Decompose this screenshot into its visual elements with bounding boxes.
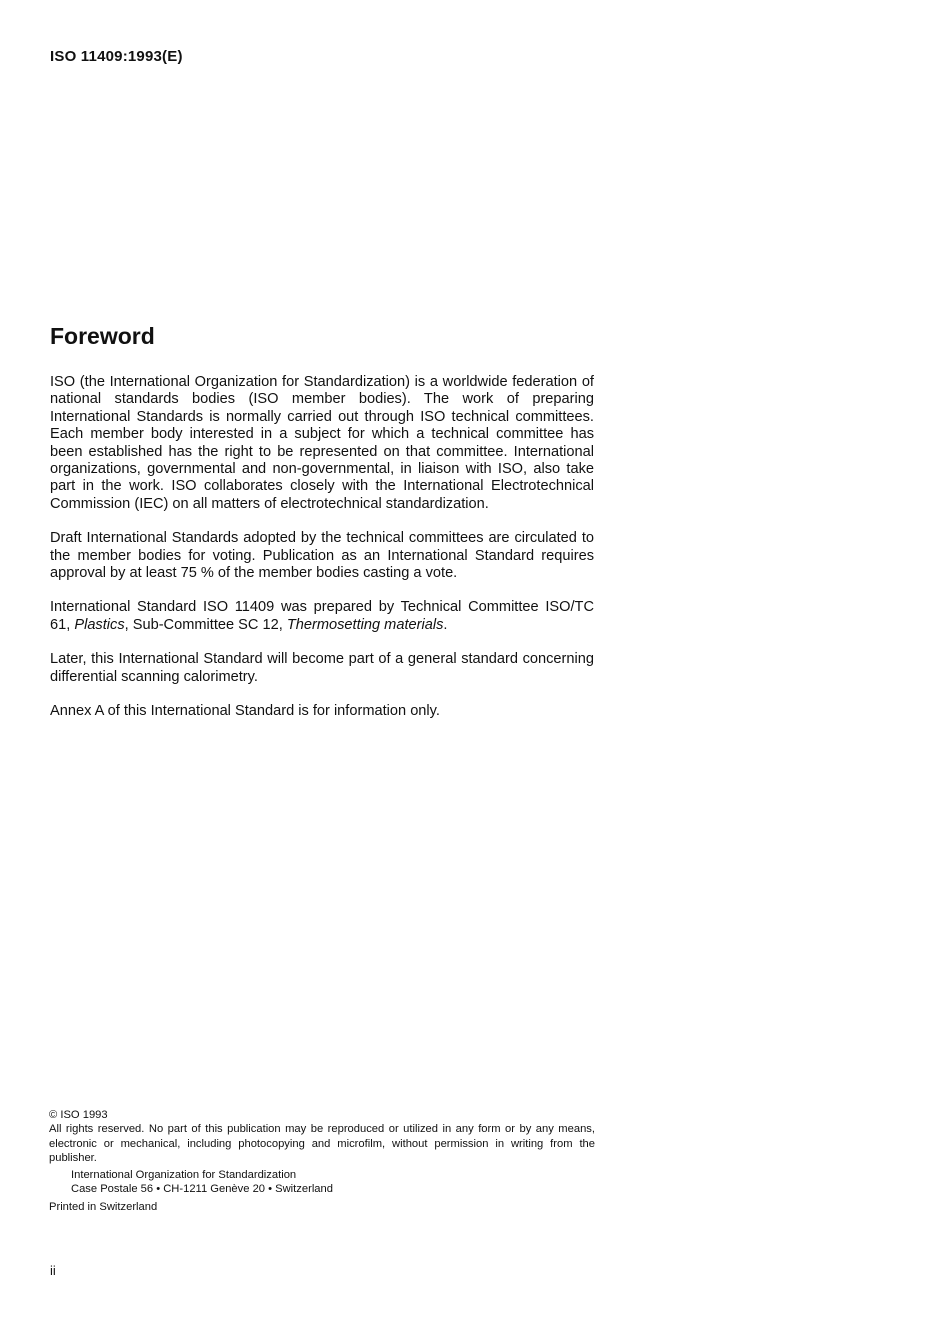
copyright-notice: © ISO 1993: [49, 1109, 108, 1121]
committee-name: Plastics: [74, 616, 125, 633]
page-number: ii: [50, 1263, 56, 1278]
foreword-title: Foreword: [50, 323, 155, 349]
copyright-block: [49, 1108, 595, 1214]
paragraph-3-text-middle: , Sub-Committee SC 12,: [124, 616, 287, 633]
foreword-paragraph-3: [50, 599, 594, 634]
paragraph-3-text-start: International Standard ISO 11409 was prepared by Technical Committee ISO/TC 61,: [50, 599, 594, 633]
rights-statement: All rights reserved. No part of this publication may be reproduced or utilized in any form or by any means, electronic or mechanical, including photocopying and microfilm, without permission in writing from the publisher.: [49, 1123, 595, 1164]
postal-address: Case Postale 56 • CH-1211 Genève 20 • Switzerland: [71, 1183, 333, 1196]
publisher-address: [71, 1168, 595, 1197]
foreword-paragraph-4: Later, this International Standard will become part of a general standard concerning differential scanning calorimetry.: [50, 651, 594, 685]
foreword-paragraph-5: Annex A of this International Standard is for information only.: [50, 703, 440, 720]
printed-in: Printed in Switzerland: [49, 1200, 158, 1213]
publisher-name: International Organization for Standardization: [71, 1169, 297, 1182]
document-id-header: ISO 11409:1993(E): [50, 48, 183, 65]
subcommittee-name: Thermosetting materials: [286, 616, 444, 633]
paragraph-3-text-end: .: [443, 616, 448, 633]
foreword-paragraph-1: ISO (the International Organization for Standardization) is a worldwide federation of national standards bodies (ISO member bodies). The work of preparing International Standards is normally carried out through ISO technical committees. Each member body interested in a subject for which a technical committee has been established has the right to be represented on that committee. International organizations, governmental and non-governmental, in liaison with ISO, also take part in the work. ISO collaborates closely with the International Electrotechnical Commission (IEC) on all matters of electrotechnical standardization.: [50, 374, 594, 512]
foreword-paragraph-2: Draft International Standards adopted by the technical committees are circulated to the member bodies for voting. Publication as an International Standard requires approval by at least 75 % of the member bodies casting a vote.: [50, 530, 594, 582]
foreword-body: [50, 374, 594, 738]
